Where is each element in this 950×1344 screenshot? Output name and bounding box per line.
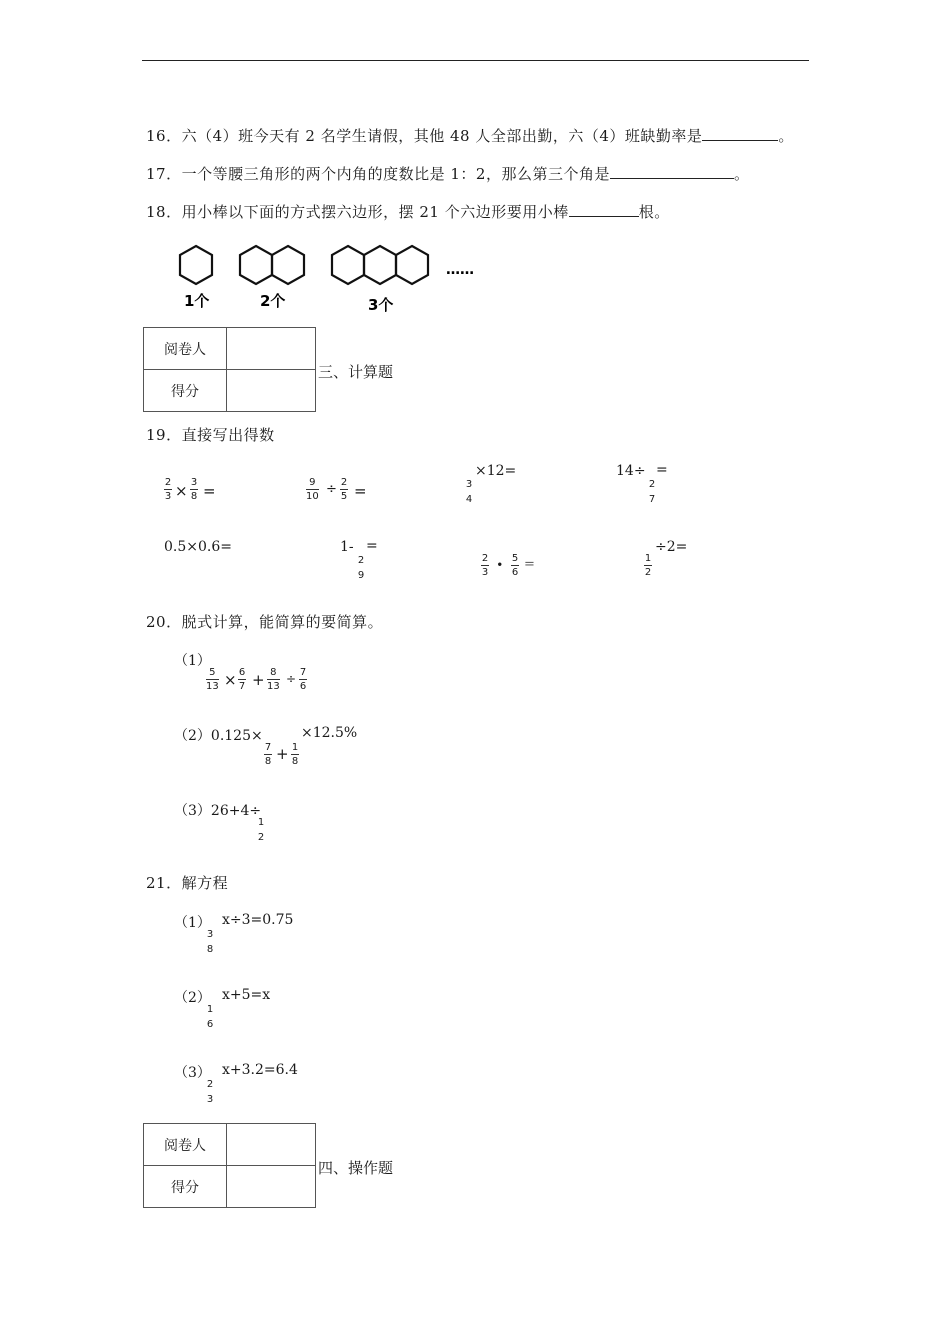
operator: + xyxy=(276,745,289,763)
equals: = xyxy=(354,482,367,500)
section-title-3: 三、计算题 xyxy=(318,363,394,381)
fraction: 5 13 xyxy=(206,667,219,692)
fraction: 1 2 xyxy=(257,817,265,843)
expression-text: ÷2= xyxy=(655,539,688,555)
question-18: 18．用小棒以下面的方式摆六边形，摆 21 个六边形要用小棒 根。 xyxy=(146,203,670,221)
equals: = xyxy=(524,557,535,572)
score-label: 得分 xyxy=(144,370,227,412)
answer-blank-16[interactable] xyxy=(702,126,778,141)
reviewer-label: 阅卷人 xyxy=(144,328,227,370)
fraction: 2 3 xyxy=(164,477,172,502)
sub-question-label: （1） xyxy=(174,915,211,931)
fraction: 3 4 xyxy=(465,479,473,505)
fraction: 2 5 xyxy=(340,477,348,502)
fraction: 5 6 xyxy=(511,553,519,578)
answer-blank-18[interactable] xyxy=(569,202,639,217)
figure-label-1: 1个 xyxy=(184,292,210,310)
question-20-title: 20．脱式计算，能简算的要简算。 xyxy=(146,613,384,631)
fraction: 2 3 xyxy=(481,553,489,578)
equals: = xyxy=(203,482,216,500)
expression-text: 0.5×0.6= xyxy=(164,539,232,555)
operator: × xyxy=(175,482,188,500)
fraction: 6 7 xyxy=(238,667,246,692)
operator: ∙ xyxy=(496,557,504,571)
equals: = xyxy=(366,538,378,554)
equals: = xyxy=(656,462,668,478)
equation-text: x+3.2=6.4 xyxy=(222,1062,298,1078)
hexagon-1-shape xyxy=(180,246,212,284)
hexagon-2b-shape xyxy=(272,246,304,284)
score-label: 得分 xyxy=(144,1166,227,1208)
question-19-title: 19．直接写出得数 xyxy=(146,426,275,444)
hexagon-3c-shape xyxy=(396,246,428,284)
fraction: 7 6 xyxy=(299,667,307,692)
fraction: 3 8 xyxy=(206,929,214,955)
operator: × xyxy=(224,671,237,689)
figure-ellipsis: …… xyxy=(446,262,474,278)
score-table-1 xyxy=(143,327,316,412)
score-table-2 xyxy=(143,1123,316,1208)
score-cell[interactable] xyxy=(227,1166,316,1208)
hexagon-3b-shape xyxy=(364,246,396,284)
fraction: 2 7 xyxy=(648,479,656,505)
hexagon-figure xyxy=(172,240,482,316)
fraction: 3 8 xyxy=(190,477,198,502)
operator: ÷ xyxy=(286,672,297,686)
expression-text: 1- xyxy=(340,539,354,555)
reviewer-label: 阅卷人 xyxy=(144,1124,227,1166)
expression-text: 14÷ xyxy=(616,463,646,479)
sub-question-label: （1） xyxy=(174,653,211,669)
sub-question-label: （2） xyxy=(174,990,211,1006)
sub-question-label: （3） xyxy=(174,1065,211,1081)
fraction: 7 8 xyxy=(264,742,272,767)
operator: + xyxy=(252,671,265,689)
reviewer-cell[interactable] xyxy=(227,1124,316,1166)
hexagon-3a-shape xyxy=(332,246,364,284)
figure-label-2: 2个 xyxy=(260,292,286,310)
section-title-4: 四、操作题 xyxy=(318,1159,394,1177)
fraction: 2 3 xyxy=(206,1079,214,1105)
question-16: 16．六（4）班今天有 2 名学生请假，其他 48 人全部出勤，六（4）班缺勤率是 。 xyxy=(146,127,794,145)
reviewer-cell[interactable] xyxy=(227,328,316,370)
header-rule xyxy=(142,60,809,61)
question-17: 17．一个等腰三角形的两个内角的度数比是 1：2，那么第三个角是 。 xyxy=(146,165,750,183)
answer-blank-17[interactable] xyxy=(610,164,734,179)
equation-text: x÷3=0.75 xyxy=(222,912,294,928)
expression-text: ×12= xyxy=(475,463,517,479)
equation-text: x+5=x xyxy=(222,987,271,1003)
question-21-title: 21．解方程 xyxy=(146,874,229,892)
sub-question-label: （2）0.125× xyxy=(174,728,263,744)
fraction: 1 6 xyxy=(206,1004,214,1030)
fraction: 1 8 xyxy=(291,742,299,767)
sub-question-label: （3）26+4÷ xyxy=(174,803,262,819)
fraction: 8 13 xyxy=(267,667,280,692)
fraction: 9 10 xyxy=(306,477,319,502)
operator: ÷ xyxy=(326,482,337,497)
figure-label-3: 3个 xyxy=(368,296,394,314)
score-cell[interactable] xyxy=(227,370,316,412)
expression-text: ×12.5% xyxy=(301,725,358,741)
fraction: 1 2 xyxy=(644,553,652,578)
hexagon-2a-shape xyxy=(240,246,272,284)
fraction: 2 9 xyxy=(357,555,365,581)
